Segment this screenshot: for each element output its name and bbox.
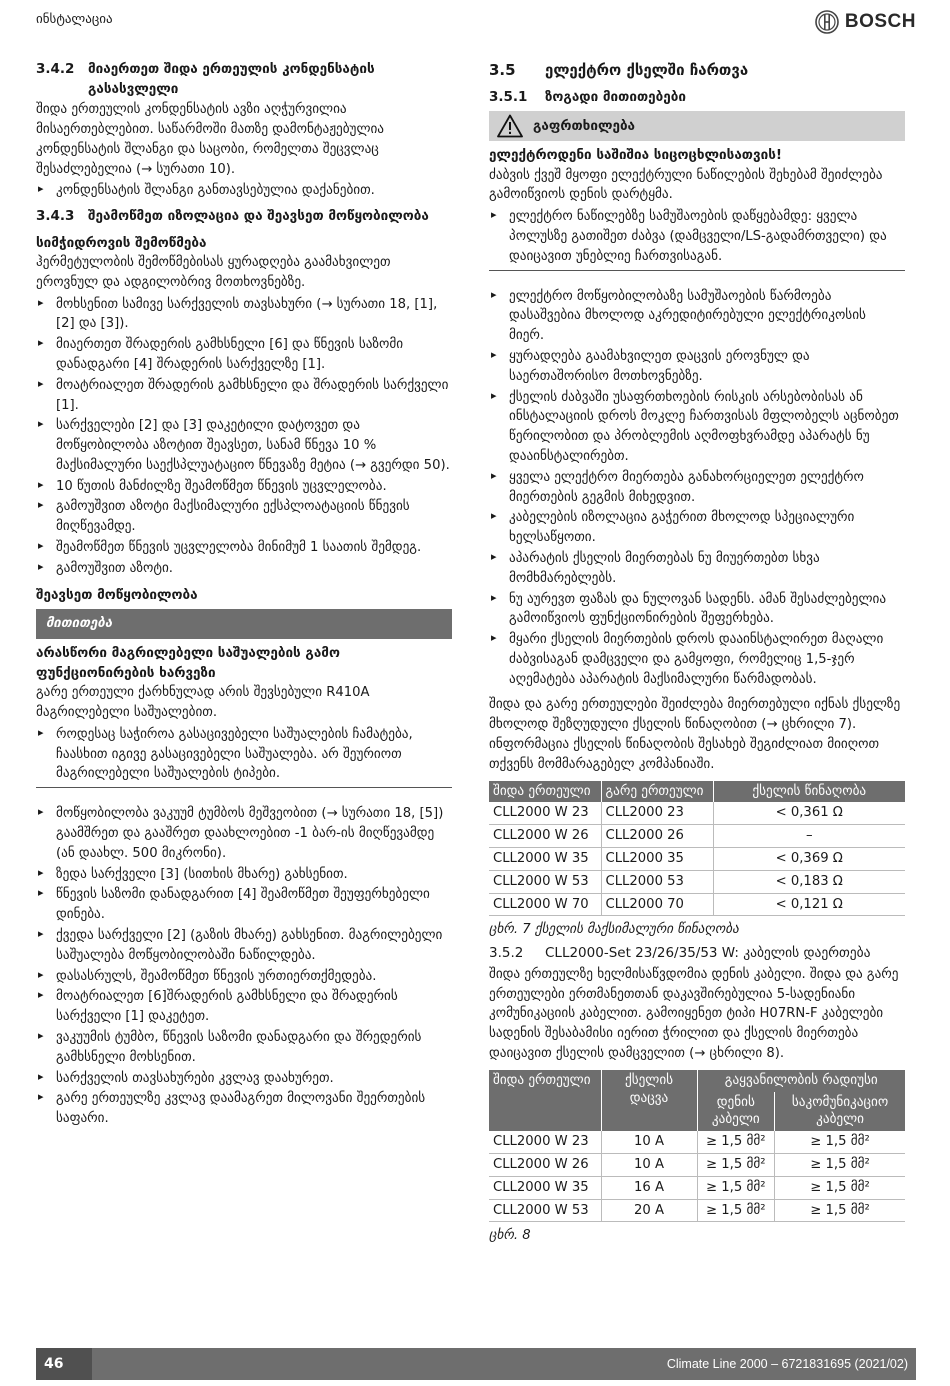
list-item: ▸ ქსელის ძაბვაში უსაფრთხოების რისკის არსებობისას ან ინსტალაციის დროს მოკლე ჩართვისას მფლობელს აცნობეთ წერილობით და პრობლემის აღმოფხვრამდე აპარატს ნუ დააინსტალირებთ. <box>489 388 905 467</box>
list-item: ▸ სარქველის თავსახურები კვლავ დაახურეთ. <box>36 1069 452 1089</box>
bullet-list <box>36 181 452 201</box>
list-item: ▸ 10 წუთის მანძილზე შეამოწმეთ წნევის უცვლელობა. <box>36 477 452 497</box>
list-item: ▸ ზედა სარქველი [3] (სითხის მხარე) გახსენით. <box>36 865 452 885</box>
page-number: 46 <box>36 1348 92 1380</box>
list-item: ▸ მოატრიალეთ [6]შრადერის გამხსნელი და შრადერის სარქველი [1] დაკეტეთ. <box>36 987 452 1027</box>
list-item: ▸ ყველა ელექტრო მიერთება განახორციელეთ ელექტრო მიერთების გეგმის მიხედვით. <box>489 468 905 508</box>
list-item: ▸ გამოუშვით აზოტი მაქსიმალური ექსპლოატაციის წნევის მიღწევამდე. <box>36 497 452 537</box>
paragraph: შიდა ერთეულის კონდენსატის ავზი აღჭურვილია მისაერთებლებით. საწარმოში მათზე დამონტაჟებულია კონდენსატის შლანგი და საცობი, რომელთა შეცვლაც შესაძლებელია (→ სურათი 10). <box>36 102 385 177</box>
table-row: CLL2000 W 26 CLL2000 26 – <box>489 825 905 848</box>
list-item: ▸ ქვედა სარქველი [2] (გაზის მხარე) გახსენით. მაგრილებელი საშუალება მოწყობილობაში ნაწილდება. <box>36 926 452 966</box>
left-column <box>36 60 452 1135</box>
list-item: ▸ აპარატის ქსელის მიერთებას ნუ მიუერთებთ სხვა მომხმარებლებს. <box>489 549 905 589</box>
list-item: ▸ სარქველები [2] და [3] დაკეტილი დატოვეთ და მოწყობილობა აზოტით შეავსეთ, სანამ წნევა 10 % მაქსიმალური საექსპლუატაციო წნევაზე მეტია (→ გვერდი 50). <box>36 416 452 475</box>
list-item: ▸ მიაერთეთ შრადერის გამხსნელი [6] და წნევის საზომი დანადგარი [4] შრადერის სარქველზე [1]. <box>36 335 452 375</box>
list-item: ▸ როდესაც საჭიროა გასაცივებელი საშუალების ჩამატება, ჩაასხით იგივე გასაცივებელი საშუალება. არ შეურიოთ მაგრილებელი საშუალების ტიპები. <box>36 725 452 784</box>
bosch-armature-icon <box>815 10 839 34</box>
paragraph: ჰერმეტულობის შემოწმებისას ყურადღება გაამახვილეთ ეროვნულ და ადგილობრივ მოთხოვნებზე. <box>36 254 391 290</box>
warning-bullet-list <box>489 207 905 270</box>
table-row: CLL2000 W 35 CLL2000 35 < 0,369 Ω <box>489 848 905 871</box>
table-row: CLL2000 W 26 10 A ≥ 1,5 მმ² ≥ 1,5 მმ² <box>489 1154 905 1177</box>
table-7-caption: ცხრ. 7 ქსელის მაქსიმალური წინაღობა <box>489 922 739 938</box>
list-item: ▸ მოწყობილობა ვაკუუმ ტუმბოს მეშვეობით (→ სურათი 18, [5]) გაამშრეთ და გააშრეთ დაახლოებით -1 ბარ-ის მიღწევამდე (ან დაახლ. 500 მიკრონი). <box>36 804 452 863</box>
note-bullet-list <box>36 725 452 788</box>
table-header: გაყვანილობის რადიუსი <box>697 1070 905 1092</box>
warning-label: გაფრთხილება <box>533 118 636 135</box>
subheading-fill-device: შეავსეთ მოწყობილობა <box>36 586 198 603</box>
list-item: ▸ კონდენსატის შლანგი განთავსებულია დაქანებით. <box>36 181 452 201</box>
list-item: ▸ მყარი ქსელის მიერთების დროს დააინსტალირეთ მაღალი ძაბვისაგან დამცველი და გამყოფი, რომელიც 1,5-ჯერ აღემატება აპარატის მაქსიმალური წარმადობას. <box>489 630 905 689</box>
table-7-network-impedance <box>489 781 905 917</box>
paragraph: შიდა და გარე ერთეულები შეიძლება მიერთებული იქნას ქსელზე მხოლოდ შეზღუდული ქსელის წინაღობით (→ ცხრილი 7). ინფორმაცია ქსელის წინაღობის შესახებ შეგიძლიათ მიიღოთ თქვენს მომმარაგებელ კომპანიაში. <box>489 697 901 772</box>
brand-wordmark: BOSCH <box>844 11 916 32</box>
heading-3-4-3: 3.4.3 შეამოწმეთ იზოლაცია და შეავსეთ მოწყობილობა <box>36 208 429 225</box>
list-item: ▸ ნუ აურევთ ფაზას და ნულოვან სადენს. ამან შესაძლებელია გამოიწვიოს ფუნქციონირების შეფერხება. <box>489 590 905 630</box>
list-item: ▸ ელექტრო მოწყობილობაზე სამუშაოების წარმოება დასაშვებია მხოლოდ აკრედიტირებული ელექტრიკოსის მიერ. <box>489 287 905 346</box>
table-header: შიდა ერთეული <box>489 1070 601 1131</box>
table-header: შიდა ერთეული <box>489 781 601 803</box>
list-item: ▸ მოხსენით სამივე სარქველის თავსახური (→ სურათი 18, [1], [2] და [3]). <box>36 295 452 335</box>
table-row: CLL2000 W 70 CLL2000 70 < 0,121 Ω <box>489 893 905 916</box>
note-banner: მითითება <box>36 609 452 639</box>
table-row: CLL2000 W 53 CLL2000 53 < 0,183 Ω <box>489 870 905 893</box>
bullet-list <box>36 295 452 579</box>
page-header <box>36 8 916 34</box>
list-item: ▸ დასასრულს, შეამოწმეთ წნევის ურთიერთქმედება. <box>36 967 452 987</box>
table-header: დენის კაბელი <box>697 1092 775 1132</box>
heading-3-4-2: 3.4.2 მიაერთეთ შიდა ერთეულის კონდენსატის გასასვლელი <box>36 61 375 97</box>
table-row: CLL2000 W 53 20 A ≥ 1,5 მმ² ≥ 1,5 მმ² <box>489 1199 905 1222</box>
list-item: ▸ შეამოწმეთ წნევის უცვლელობა მინიმუმ 1 საათის შემდეგ. <box>36 538 452 558</box>
warning-triangle-icon <box>497 114 523 138</box>
list-item: ▸ წნევის საზომი დანადგარით [4] შეამოწმეთ შეუფერხებელი დინება. <box>36 885 452 925</box>
table-header: საკომუნიკაციო კაბელი <box>775 1092 905 1132</box>
warning-heading: ელექტროდენი საშიშია სიცოცხლისათვის! <box>489 147 783 164</box>
bullet-list <box>36 804 452 1129</box>
table-header: ქსელის დაცვა <box>601 1070 697 1131</box>
subheading-tightness: სიმჭიდროვის შემოწმება <box>36 234 207 251</box>
section-title: ინსტალაცია <box>36 12 113 27</box>
list-item: ▸ კაბელების იზოლაცია გაჭერით მხოლოდ სპეციალური ხელსაწყოთი. <box>489 508 905 548</box>
list-item: ▸ ვაკუუმის ტუმბო, წნევის საზომი დანადგარი და შრედერის გამხსნელი მოხსენით. <box>36 1028 452 1068</box>
right-column <box>489 60 905 1250</box>
table-8-caption: ცხრ. 8 <box>489 1228 531 1244</box>
table-row: CLL2000 W 35 16 A ≥ 1,5 მმ² ≥ 1,5 მმ² <box>489 1176 905 1199</box>
table-header: გარე ერთეული <box>601 781 713 803</box>
list-item: ▸ ყურადღება გაამახვილეთ დაცვის ეროვნულ და საერთაშორისო მოთხოვნებზე. <box>489 347 905 387</box>
table-header: ქსელის წინაღობა <box>713 781 905 803</box>
list-item: ▸ გამოუშვით აზოტი. <box>36 559 452 579</box>
table-row: CLL2000 W 23 10 A ≥ 1,5 მმ² ≥ 1,5 მმ² <box>489 1131 905 1153</box>
paragraph: ძაბვის ქვეშ მყოფი ელექტრული ნაწილების შეხებამ შეიძლება გამოიწვიოს დენის დარტყმა. <box>489 167 883 203</box>
bullet-list <box>489 287 905 690</box>
paragraph: შიდა ერთეულზე ხელმისაწვდომია დენის კაბელი. შიდა და გარე ერთეულები ერთმანეთთან დაკავშირებულია 5-სადენიანი კომუნიკაციის კაბელით. გამოიყენეთ ტიპი H07RN-F კაბელები სადენის შესაბამისი იერით ჭრილით და ქსელის მიერთება დაიცავით ქსელის დამცველით (→ ცხრილი 8). <box>489 966 899 1062</box>
paragraph: გარე ერთეული ქარხნულად არის შევსებული R410A მაგრილებელი საშუალებით. <box>36 685 370 721</box>
warning-banner <box>489 111 905 141</box>
bosch-logo <box>815 8 916 37</box>
table-row: CLL2000 W 23 CLL2000 23 < 0,361 Ω <box>489 802 905 824</box>
document-id: Climate Line 2000 – 6721831695 (2021/02) <box>666 1357 908 1371</box>
list-item: ▸ გარე ერთეულზე კვლავ დაამაგრეთ მილოვანი შეერთების საფარი. <box>36 1089 452 1129</box>
table-8-cable-specs <box>489 1070 905 1223</box>
heading-3-5-1: 3.5.1 ზოგადი მითითებები <box>489 88 686 105</box>
heading-3-5: 3.5 ელექტრო ქსელში ჩართვა <box>489 61 749 79</box>
list-item: ▸ ელექტრო ნაწილებზე სამუშაოების დაწყებამდე: ყველა პოლუსზე გათიშეთ ძაბვა (დამცველი/LS-გადამრთველი) და დაიცავით უნებლიე ჩართვისაგან. <box>489 207 905 266</box>
note-heading: არასწორი მაგრილებელი საშუალების გამო ფუნქციონირების ხარვეზი <box>36 644 340 681</box>
page-footer <box>36 1348 916 1380</box>
heading-3-5-2: 3.5.2 CLL2000-Set 23/26/35/53 W: კაბელის დაერთება <box>489 945 871 962</box>
list-item: ▸ მოატრიალეთ შრადერის გამხსნელი და შრადერის სარქველი [1]. <box>36 376 452 416</box>
